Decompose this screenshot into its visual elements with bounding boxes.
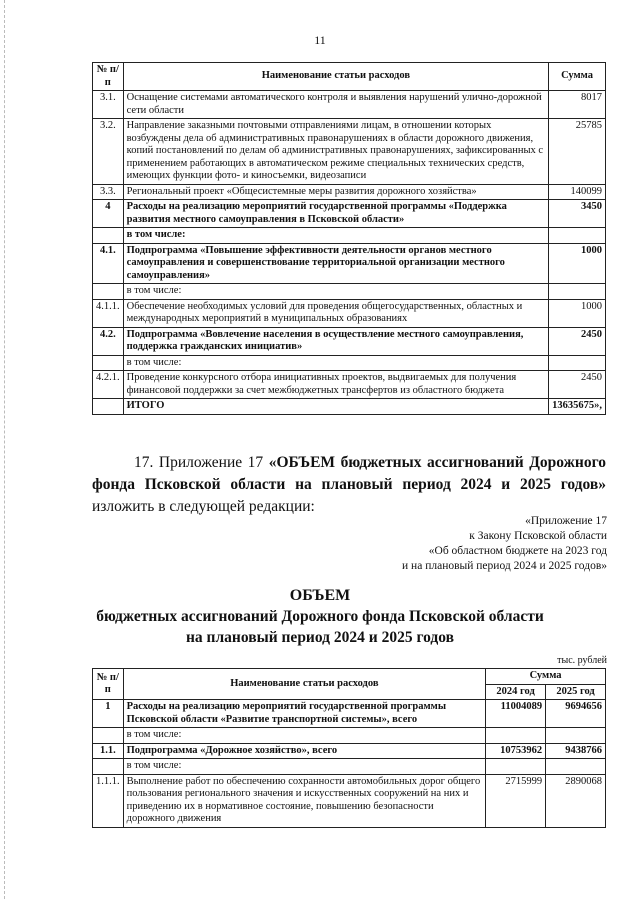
table-row xyxy=(93,728,606,744)
row-sum-2024 xyxy=(486,728,546,744)
row-sum xyxy=(549,355,606,371)
row-number: 4 xyxy=(93,200,124,228)
row-number xyxy=(93,759,124,775)
row-sum-2025 xyxy=(546,728,606,744)
table-row xyxy=(93,371,606,399)
table-row xyxy=(93,743,606,759)
row-name: Расходы на реализацию мероприятий государственной программы Псковской области «Развитие транспортной системы», всего xyxy=(123,700,486,728)
row-name: в том числе: xyxy=(123,228,549,244)
row-sum-2025 xyxy=(546,759,606,775)
table-row xyxy=(93,284,606,300)
row-number: 3.1. xyxy=(93,91,124,119)
row-number: 4.2. xyxy=(93,327,124,355)
row-sum: 3450 xyxy=(549,200,606,228)
table-row xyxy=(93,200,606,228)
row-name: Расходы на реализацию мероприятий государственной программы «Поддержка развития местного самоуправления в Псковской области» xyxy=(123,200,549,228)
row-sum: 1000 xyxy=(549,299,606,327)
page-number: 11 xyxy=(314,33,326,47)
row-number: 4.1. xyxy=(93,243,124,284)
row-name: Подпрограмма «Повышение эффективности деятельности органов местного самоуправления и совершенствование территориальной организации местного самоуправления» xyxy=(123,243,549,284)
annex-line: к Закону Псковской области xyxy=(469,530,607,542)
header-sum: Сумма xyxy=(549,63,606,91)
table-row xyxy=(93,774,606,827)
table-row xyxy=(93,759,606,775)
table-row xyxy=(93,399,606,415)
row-sum-2024: 11004089 xyxy=(486,700,546,728)
row-number xyxy=(93,399,124,415)
row-number: 4.1.1. xyxy=(93,299,124,327)
row-sum: 2450 xyxy=(549,371,606,399)
header-num: № п/п xyxy=(93,669,124,700)
row-name: Направление заказными почтовыми отправлениями лицам, в отношении которых возбуждены дела об административных правонарушениях в области дорожного движения, копий постановлений по делам об административных правонарушениях, зафиксированных с применением работающих в автоматическом режиме специальных технических средств, имеющих функции фото- и киносъемки, видеозаписи xyxy=(123,119,549,185)
row-sum-2024: 10753962 xyxy=(486,743,546,759)
row-number: 1.1. xyxy=(93,743,124,759)
row-sum: 1000 xyxy=(549,243,606,284)
row-name: в том числе: xyxy=(123,728,486,744)
table-row xyxy=(93,184,606,200)
row-name: в том числе: xyxy=(123,355,549,371)
row-sum: 2450 xyxy=(549,327,606,355)
row-sum xyxy=(549,228,606,244)
row-number: 3.3. xyxy=(93,184,124,200)
table-row xyxy=(93,91,606,119)
document-subtitle xyxy=(0,606,640,648)
row-name: Подпрограмма «Вовлечение населения в осуществление местного самоуправления, поддержка гражданских инициатив» xyxy=(123,327,549,355)
table-row xyxy=(93,327,606,355)
row-number xyxy=(93,355,124,371)
page-edge xyxy=(4,0,7,899)
row-name: Подпрограмма «Дорожное хозяйство», всего xyxy=(123,743,486,759)
unit-label: тыс. рублей xyxy=(557,655,607,666)
table-row xyxy=(93,228,606,244)
row-sum-2024: 2715999 xyxy=(486,774,546,827)
header-name: Наименование статьи расходов xyxy=(123,669,486,700)
row-name: Оснащение системами автоматического контроля и выявления нарушений улично-дорожной сети области xyxy=(123,91,549,119)
row-sum: 25785 xyxy=(549,119,606,185)
paragraph-bold: «ОБЪЕМ бюджетных ассигнований Дорожного фонда Псковской области на плановый период 2024 и 2025 годов» xyxy=(92,454,606,493)
annex-line: и на плановый период 2024 и 2025 годов» xyxy=(402,560,607,572)
row-number xyxy=(93,728,124,744)
row-sum-2025: 9694656 xyxy=(546,700,606,728)
row-name: в том числе: xyxy=(123,284,549,300)
row-sum-2024 xyxy=(486,759,546,775)
row-number xyxy=(93,284,124,300)
row-number: 3.2. xyxy=(93,119,124,185)
amendment-paragraph xyxy=(92,452,606,518)
annex-line: «Приложение 17 xyxy=(525,515,607,527)
table-row xyxy=(93,299,606,327)
paragraph-lead: 17. Приложение 17 xyxy=(134,454,269,471)
table-row xyxy=(93,700,606,728)
annex-reference xyxy=(402,514,607,574)
row-sum xyxy=(549,284,606,300)
header-name: Наименование статьи расходов xyxy=(123,63,549,91)
row-number: 1 xyxy=(93,700,124,728)
row-name: Обеспечение необходимых условий для проведения общегосударственных, областных и международных мероприятий в муниципальных образованиях xyxy=(123,299,549,327)
document-title: ОБЪЕМ xyxy=(289,587,351,604)
table-row xyxy=(93,243,606,284)
row-sum: 140099 xyxy=(549,184,606,200)
row-name: Проведение конкурсного отбора инициативных проектов, выдвигаемых для получения финансовой поддержки за счет межбюджетных трансфертов из областного бюджета xyxy=(123,371,549,399)
row-name: Региональный проект «Общесистемные меры развития дорожного хозяйства» xyxy=(123,184,549,200)
header-2024: 2024 год xyxy=(486,684,546,700)
header-num: № п/п xyxy=(93,63,124,91)
row-sum: 13635675», xyxy=(549,399,606,415)
row-number: 4.2.1. xyxy=(93,371,124,399)
subtitle-line: бюджетных ассигнований Дорожного фонда Псковской области xyxy=(96,608,544,625)
expenses-table-continued xyxy=(92,62,606,415)
road-fund-table xyxy=(92,668,606,828)
table-row xyxy=(93,355,606,371)
subtitle-line: на плановый период 2024 и 2025 годов xyxy=(186,629,454,646)
row-sum-2025: 2890068 xyxy=(546,774,606,827)
row-number: 1.1.1. xyxy=(93,774,124,827)
header-sum: Сумма xyxy=(486,669,606,685)
row-name: ИТОГО xyxy=(123,399,549,415)
row-number xyxy=(93,228,124,244)
row-sum-2025: 9438766 xyxy=(546,743,606,759)
paragraph-tail: изложить в следующей редакции: xyxy=(92,498,315,515)
row-name: в том числе: xyxy=(123,759,486,775)
row-name: Выполнение работ по обеспечению сохранности автомобильных дорог общего пользования регионального значения и искусственных сооружений на них и приведению их в нормативное состояние, повышению безопасности дорожного движения xyxy=(123,774,486,827)
row-sum: 8017 xyxy=(549,91,606,119)
header-2025: 2025 год xyxy=(546,684,606,700)
table-row xyxy=(93,119,606,185)
annex-line: «Об областном бюджете на 2023 год xyxy=(428,545,607,557)
